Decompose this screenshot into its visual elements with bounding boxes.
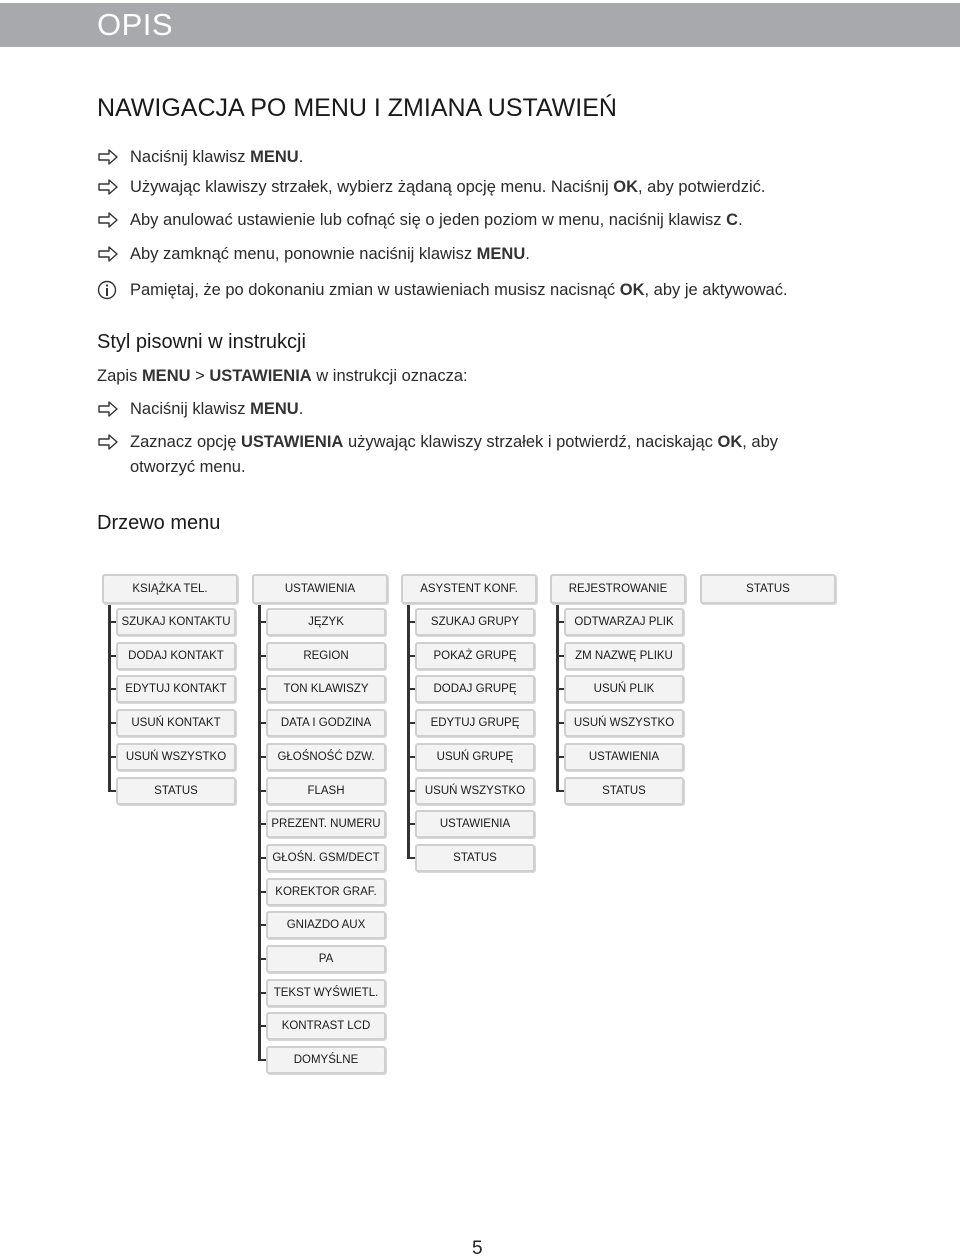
menu-top-item: STATUS — [700, 574, 836, 604]
menu-top-item: REJESTROWANIE — [550, 574, 686, 604]
menu-subitem: KONTRAST LCD — [266, 1012, 386, 1040]
keyword: MENU — [250, 400, 299, 418]
keyword: USTAWIENIA — [209, 367, 312, 385]
menu-subitem: PA — [266, 945, 386, 973]
menu-subitem: EDYTUJ KONTAKT — [116, 675, 236, 703]
keyword: MENU — [476, 245, 526, 263]
menu-top-item: USTAWIENIA — [252, 574, 388, 604]
menu-subitem: USTAWIENIA — [564, 743, 684, 771]
menu-subitem: STATUS — [564, 777, 684, 805]
text-part: Pamiętaj, że po dokonaniu zmian w ustawieniach musisz nacisnąć — [130, 281, 620, 299]
keyword: C — [726, 211, 739, 229]
text-part: Aby anulować ustawienie lub cofnąć się o jeden poziom w menu, naciśnij klawisz — [130, 211, 727, 229]
menu-subitem: DODAJ GRUPĘ — [415, 675, 535, 703]
menu-subitem: GŁOŚN. GSM/DECT — [266, 844, 386, 872]
menu-subitem: TON KLAWISZY — [266, 675, 386, 703]
keyword: OK — [613, 178, 639, 196]
keyword: OK — [619, 281, 645, 299]
menu-subitem: USUŃ WSZYSTKO — [564, 709, 684, 737]
page-number: 5 — [472, 1238, 483, 1259]
menu-subitem: USUŃ WSZYSTKO — [415, 777, 535, 805]
menu-subitem: REGION — [266, 642, 386, 670]
text-part: Zapis — [97, 367, 142, 385]
text-part: . — [525, 245, 530, 263]
menu-top-item: KSIĄŻKA TEL. — [102, 574, 238, 604]
menu-subitem: GŁOŚNOŚĆ DZW. — [266, 743, 386, 771]
menu-subitem: TEKST WYŚWIETL. — [266, 979, 386, 1007]
section-title: NAWIGACJA PO MENU I ZMIANA USTAWIEŃ — [97, 94, 617, 122]
menu-subitem: USUŃ WSZYSTKO — [116, 743, 236, 771]
menu-subitem: USUŃ KONTAKT — [116, 709, 236, 737]
menu-subitem: ODTWARZAJ PLIK — [564, 608, 684, 636]
text-part: . — [738, 211, 743, 229]
menu-subitem: USTAWIENIA — [415, 810, 535, 838]
keyword: MENU — [250, 148, 299, 166]
text-part: Naciśnij klawisz — [130, 400, 251, 418]
menu-subitem: EDYTUJ GRUPĘ — [415, 709, 535, 737]
menu-subitem: SZUKAJ KONTAKTU — [116, 608, 236, 636]
menu-subitem: KOREKTOR GRAF. — [266, 878, 386, 906]
menu-subitem: DODAJ KONTAKT — [116, 642, 236, 670]
keyword: MENU — [141, 367, 191, 385]
keyword: OK — [717, 433, 743, 451]
menu-subitem: STATUS — [116, 777, 236, 805]
menu-subitem: FLASH — [266, 777, 386, 805]
style-section-title: Styl pisowni w instrukcji — [97, 331, 306, 353]
keyword: USTAWIENIA — [240, 433, 344, 451]
style-step-continuation: otworzyć menu. — [130, 458, 246, 476]
menu-subitem: DOMYŚLNE — [266, 1046, 386, 1074]
text-part: , aby — [742, 433, 779, 451]
text-part: . — [298, 148, 304, 166]
menu-subitem: ZM NAZWĘ PLIKU — [564, 642, 684, 670]
text-part: używając klawiszy strzałek i potwierdź, naciskając — [343, 433, 718, 451]
menu-subitem: SZUKAJ GRUPY — [415, 608, 535, 636]
menu-subitem: PREZENT. NUMERU — [266, 810, 386, 838]
text-part: Naciśnij klawisz — [130, 148, 251, 166]
menu-subitem: GNIAZDO AUX — [266, 911, 386, 939]
menu-subitem: STATUS — [415, 844, 535, 872]
text-part: Aby zamknąć menu, ponownie naciśnij klawisz — [130, 245, 477, 263]
tree-section-title: Drzewo menu — [97, 512, 221, 534]
menu-subitem: DATA I GODZINA — [266, 709, 386, 737]
text-part: Zaznacz opcję — [130, 433, 241, 451]
text-part: . — [298, 400, 304, 418]
text-part: > — [190, 367, 210, 385]
menu-subitem: JĘZYK — [266, 608, 386, 636]
menu-subitem: USUŃ GRUPĘ — [415, 743, 535, 771]
text-part: w instrukcji oznacza: — [311, 367, 468, 385]
text-part: , aby je aktywować. — [644, 281, 788, 299]
menu-subitem: USUŃ PLIK — [564, 675, 684, 703]
menu-subitem: POKAŻ GRUPĘ — [415, 642, 535, 670]
text-part: , aby potwierdzić. — [638, 178, 766, 196]
text-part: Używając klawiszy strzałek, wybierz żądaną opcję menu. Naciśnij — [130, 178, 614, 196]
page-header-title: OPIS — [97, 7, 174, 42]
menu-top-item: ASYSTENT KONF. — [401, 574, 537, 604]
